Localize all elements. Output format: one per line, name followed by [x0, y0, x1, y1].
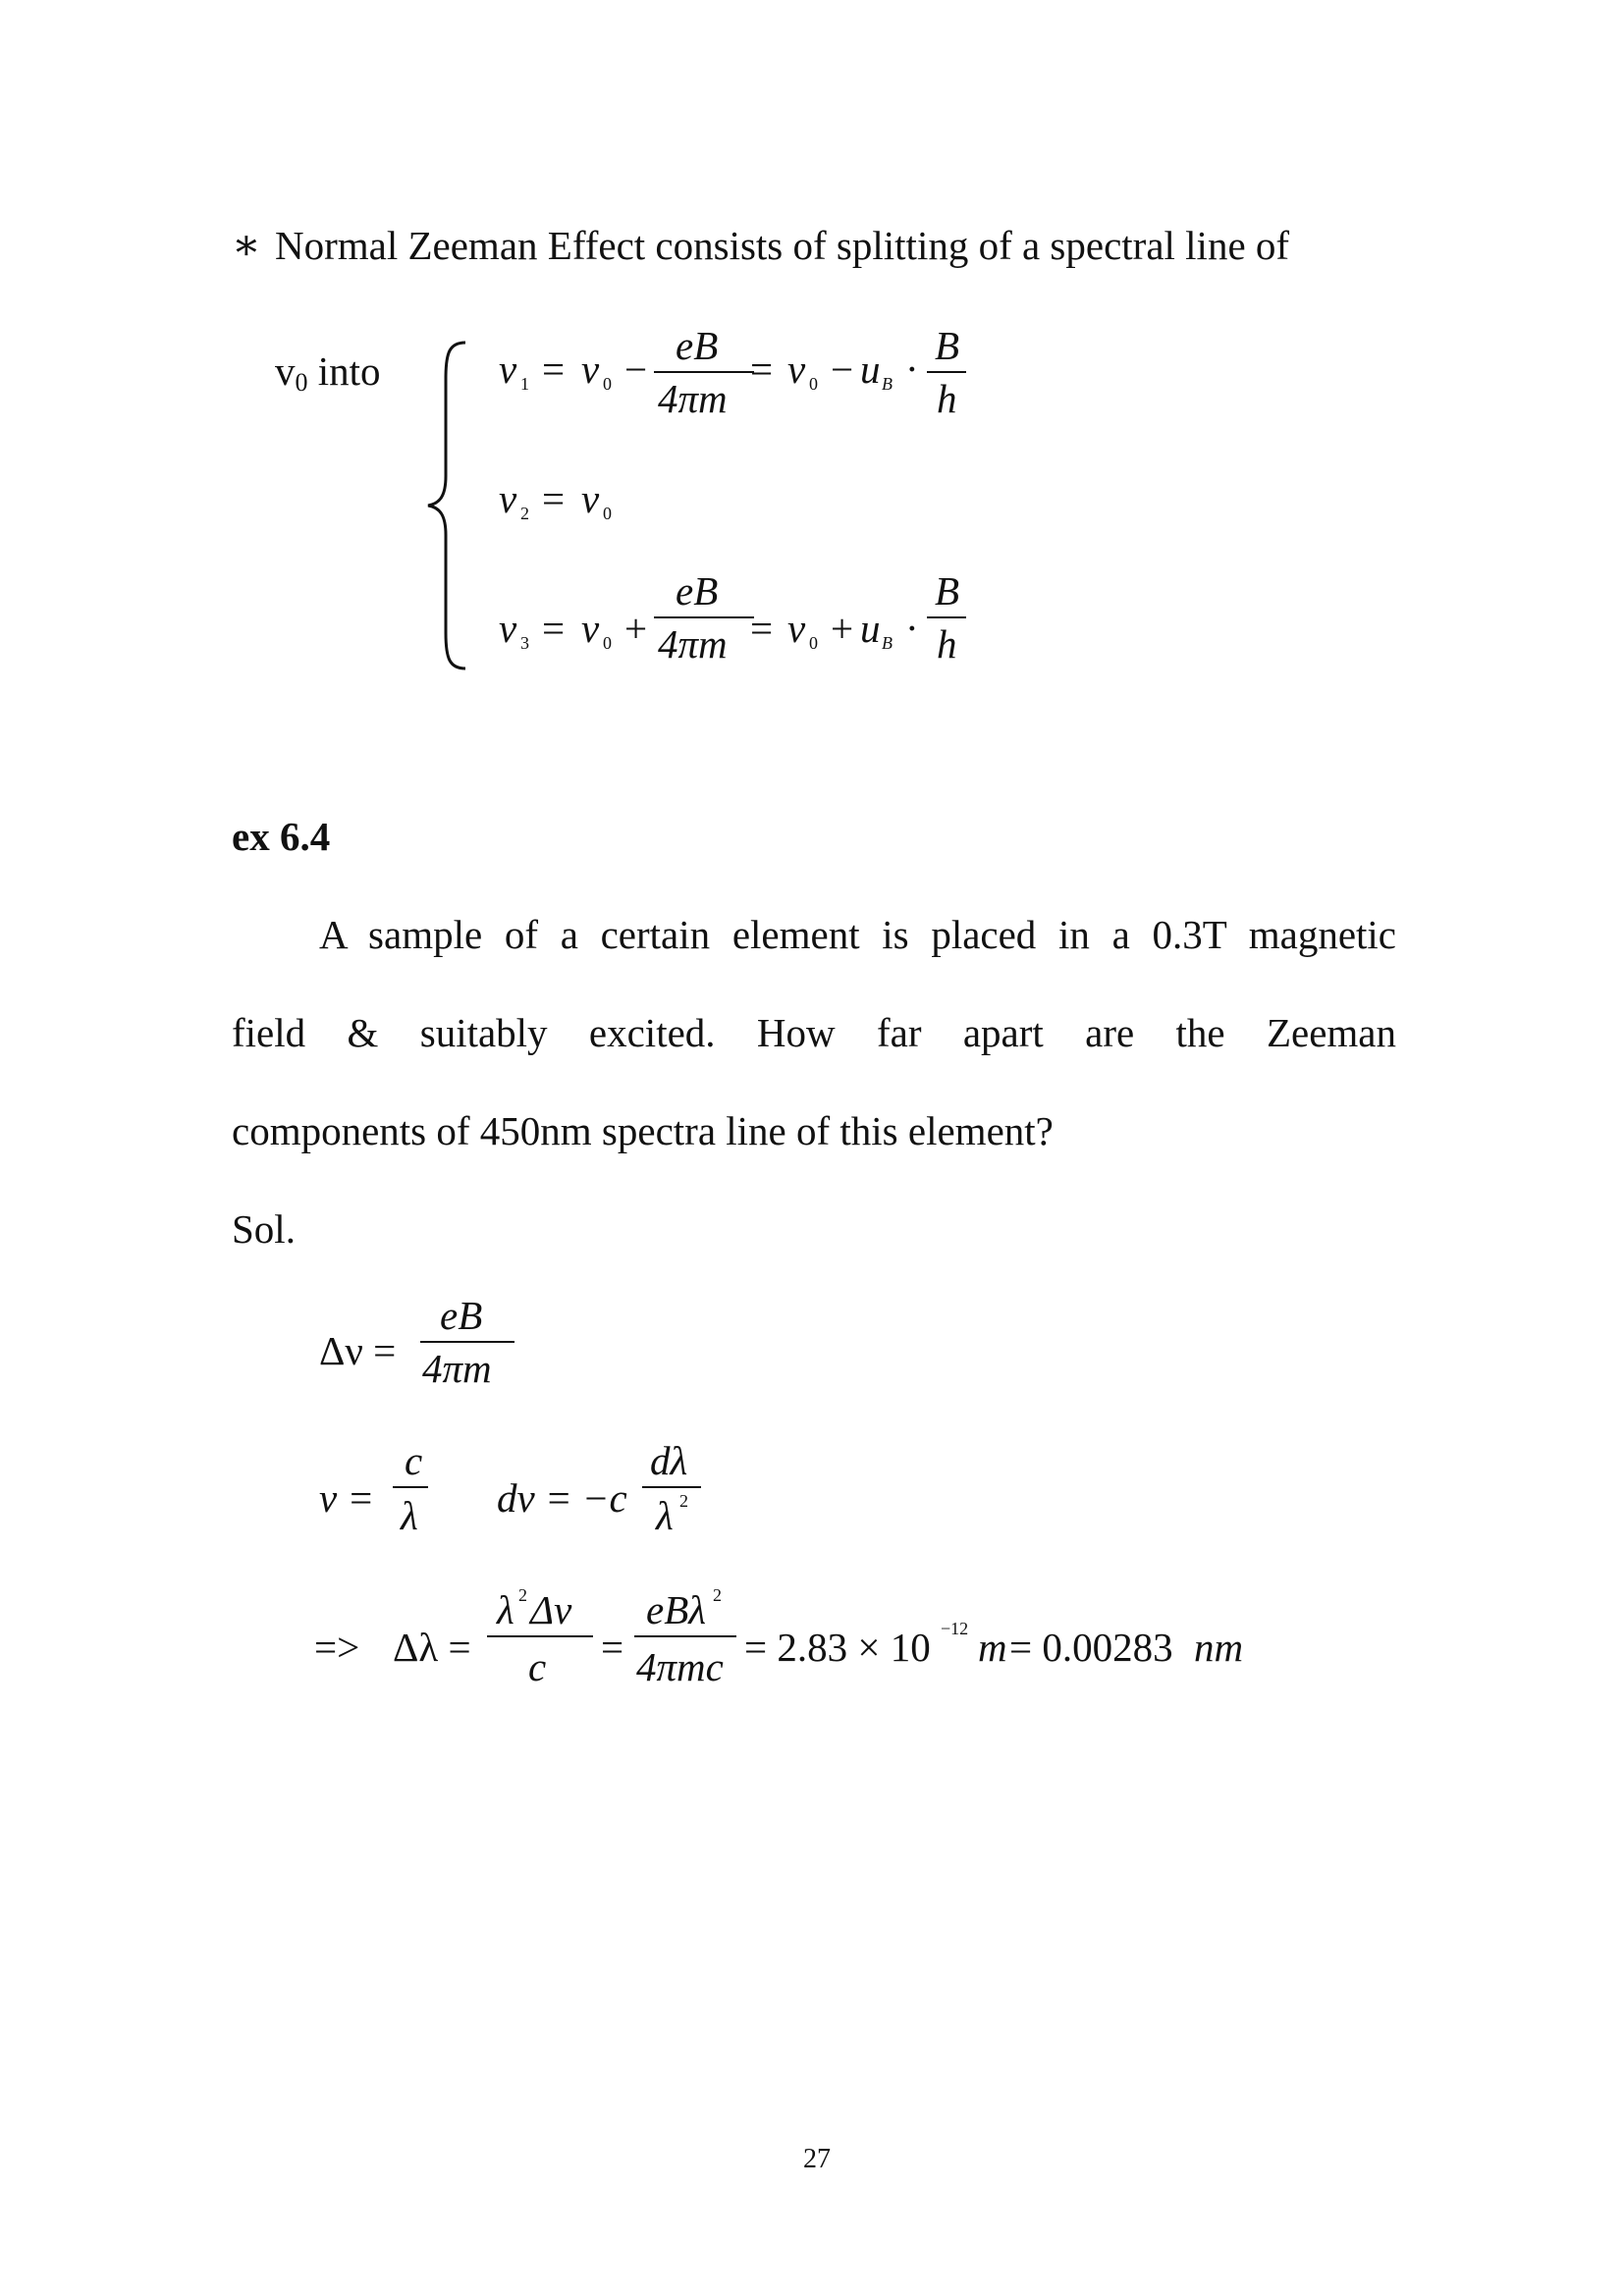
- eq1-eq2: =: [750, 347, 774, 392]
- eq2-sub0: 0: [603, 504, 612, 523]
- solution-label: Sol.: [232, 1206, 296, 1252]
- eq3-uB: B: [882, 633, 893, 653]
- eq1-dot: ·: [905, 347, 919, 392]
- result-nm: nm: [1194, 1625, 1244, 1670]
- eq3-u: u: [860, 606, 881, 651]
- eq2-nu0: ν: [581, 476, 600, 521]
- nu-den: λ: [401, 1493, 418, 1538]
- dnu-num: dλ: [650, 1438, 688, 1483]
- intro-text: Normal Zeeman Effect consists of splitting of a spectral line of: [275, 223, 1290, 268]
- frac1-bar: [487, 1635, 593, 1637]
- eq1-nu0b: ν: [787, 347, 806, 392]
- frac2-sq: 2: [713, 1585, 722, 1605]
- eq3-fraction-bar2: [927, 616, 966, 618]
- frac1-den: c: [528, 1644, 547, 1689]
- eq3-plus2: +: [831, 606, 854, 651]
- delta-lambda-lhs: Δλ =: [393, 1625, 471, 1670]
- eq1-fraction-bar2: [927, 371, 966, 373]
- eq3-num-B: B: [935, 568, 960, 614]
- eq1-fraction-bar: [654, 371, 754, 373]
- eq3-sub3: 3: [520, 633, 529, 653]
- eq1-sub0b: 0: [809, 374, 818, 394]
- eq1-uB: B: [882, 374, 893, 394]
- frac2-bar: [634, 1635, 736, 1637]
- into-label: [275, 348, 381, 397]
- eq1-den: 4πm: [658, 376, 728, 421]
- arrow: =>: [314, 1625, 360, 1670]
- eq3-den-h: h: [937, 621, 957, 667]
- eq3-eq1: =: [542, 606, 566, 651]
- eq1-nu0: ν: [581, 347, 600, 392]
- frac1-lambda: λ: [497, 1587, 514, 1632]
- into-v: v: [275, 348, 296, 394]
- eq3-nu0: ν: [581, 606, 600, 651]
- into-sub: 0: [295, 368, 308, 397]
- eq3-fraction-bar: [654, 616, 754, 618]
- delta-nu-bar: [420, 1341, 514, 1343]
- frac2-num: eBλ: [646, 1587, 706, 1632]
- eq1-nu1: ν: [499, 347, 517, 392]
- page-number: 27: [803, 2144, 831, 2174]
- problem-line-3: components of 450nm spectra line of this element?: [232, 1108, 1054, 1153]
- bullet-star: ∗: [232, 221, 261, 269]
- problem-line-2: field & suitably excited. How far apart are the Zeeman: [232, 1010, 1396, 1055]
- result-m: m: [978, 1625, 1007, 1670]
- eq3-nu3: ν: [499, 606, 517, 651]
- eq3-num: eB: [676, 568, 719, 614]
- into-rest: into: [307, 348, 381, 394]
- eq1-sub0: 0: [603, 374, 612, 394]
- eq1-num: eB: [676, 323, 719, 368]
- eq2-nu2: ν: [499, 476, 517, 521]
- eq3-sub0b: 0: [809, 633, 818, 653]
- curly-brace: [422, 339, 471, 672]
- example-title: ex 6.4: [232, 814, 331, 859]
- eq1-num-B: B: [935, 323, 960, 368]
- eq1-minus: −: [624, 347, 648, 392]
- eq1-u: u: [860, 347, 881, 392]
- eq3-den: 4πm: [658, 621, 728, 667]
- eq3-plus: +: [624, 606, 648, 651]
- nu-lhs: ν =: [319, 1475, 375, 1521]
- result-exp: −12: [941, 1619, 969, 1638]
- eq3-eq2: =: [750, 606, 774, 651]
- delta-nu-lhs: Δν =: [319, 1328, 397, 1373]
- delta-nu-den: 4πm: [422, 1346, 492, 1391]
- eq3-dot: ·: [905, 606, 919, 651]
- nu-num: c: [405, 1438, 423, 1483]
- eq1-eq1: =: [542, 347, 566, 392]
- eq1-sub1: 1: [520, 374, 529, 394]
- eq2-sub2: 2: [520, 504, 529, 523]
- eq3-nu0b: ν: [787, 606, 806, 651]
- delta-nu-num: eB: [440, 1293, 483, 1338]
- dnu-den: λ: [656, 1493, 674, 1538]
- eq1-minus2: −: [831, 347, 854, 392]
- result-c: = 0.00283: [1009, 1625, 1173, 1670]
- eq3-sub0: 0: [603, 633, 612, 653]
- frac-eq: =: [601, 1625, 624, 1670]
- result-a: = 2.83 × 10: [744, 1625, 931, 1670]
- frac1-sq: 2: [518, 1585, 527, 1605]
- dnu-bar: [642, 1486, 701, 1488]
- eq2-eq: =: [542, 476, 566, 521]
- eq1-den-h: h: [937, 376, 957, 421]
- problem-line-1: A sample of a certain element is placed in a 0.3T magnetic: [319, 912, 1396, 957]
- dnu-den-sq: 2: [679, 1491, 688, 1511]
- nu-bar: [393, 1486, 428, 1488]
- frac2-den: 4πmc: [636, 1644, 724, 1689]
- dnu-lhs: dν = −c: [497, 1475, 627, 1521]
- frac1-dnu: Δν: [530, 1587, 572, 1632]
